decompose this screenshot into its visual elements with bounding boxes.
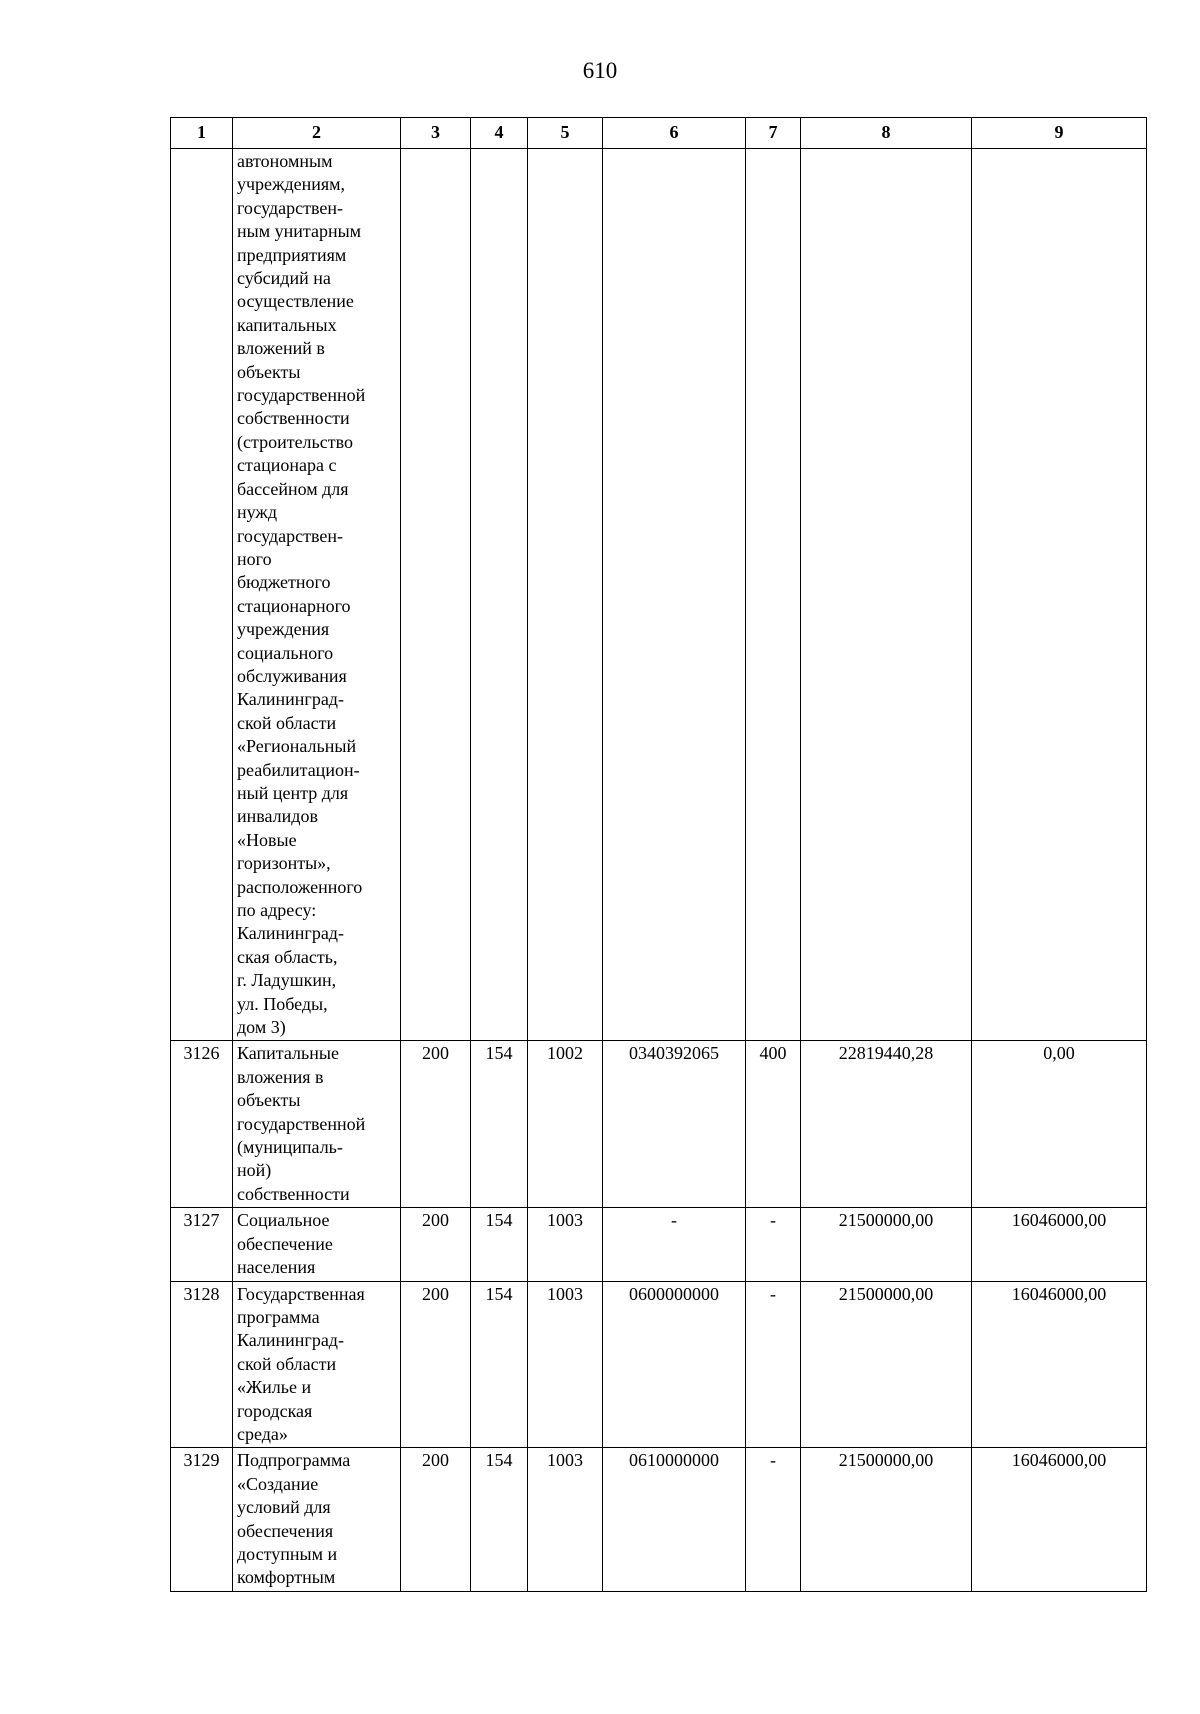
row-description	[233, 1041, 401, 1208]
description-line: ным унитарным	[237, 221, 362, 242]
col-header-2: 2	[233, 118, 401, 149]
description-line: Капитальные	[237, 1043, 339, 1064]
description-line: ской области	[237, 1353, 337, 1374]
description-line: дом 3)	[237, 1017, 286, 1038]
description-line: вложений в	[237, 338, 325, 359]
description-line: Государственная	[237, 1283, 365, 1304]
description-line: бассейном для	[237, 478, 349, 499]
col-4-value: 154	[471, 1208, 528, 1281]
description-line: реабилитацион-	[237, 759, 360, 780]
col-3-value: 200	[401, 1281, 471, 1448]
description-line: нужд	[237, 502, 277, 523]
description-line: государствен-	[237, 197, 344, 218]
col-7-value: -	[746, 1208, 801, 1281]
row-description	[233, 1281, 401, 1448]
col-6-value: 0610000000	[603, 1448, 746, 1591]
col-4-value: 154	[471, 1281, 528, 1448]
col-7-value: 400	[746, 1041, 801, 1208]
row-description	[233, 1208, 401, 1281]
description-line: (муниципаль-	[237, 1137, 343, 1158]
description-line: автономным	[237, 151, 333, 171]
row-number: 3126	[171, 1041, 233, 1208]
col-4-value: 154	[471, 1041, 528, 1208]
description-line: «Создание	[237, 1473, 319, 1494]
table-row	[171, 1041, 1147, 1208]
description-line: осуществление	[237, 291, 354, 312]
row-number	[171, 149, 233, 1041]
col-header-1: 1	[171, 118, 233, 149]
col-5-value	[528, 149, 603, 1041]
row-number: 3127	[171, 1208, 233, 1281]
budget-table	[170, 117, 1147, 1592]
col-8-amount: 21500000,00	[801, 1208, 972, 1281]
col-9-amount: 16046000,00	[972, 1448, 1147, 1591]
description-line: государственной	[237, 385, 366, 406]
description-line: субсидий на	[237, 268, 331, 289]
description-line: обеспечение	[237, 1233, 333, 1254]
description-line: горизонты»,	[237, 853, 331, 874]
col-9-amount: 16046000,00	[972, 1281, 1147, 1448]
description-line: ного	[237, 548, 272, 569]
col-5-value: 1003	[528, 1208, 603, 1281]
description-line: ный центр для	[237, 782, 349, 803]
description-line: Подпрограмма	[237, 1450, 351, 1471]
description-line: (строительство	[237, 431, 353, 452]
col-3-value: 200	[401, 1448, 471, 1591]
col-6-value: 0600000000	[603, 1281, 746, 1448]
row-number: 3128	[171, 1281, 233, 1448]
description-line: программа	[237, 1306, 320, 1327]
description-line: государственной	[237, 1113, 366, 1134]
table-row	[171, 1281, 1147, 1448]
col-6-value	[603, 149, 746, 1041]
description-line: ул. Победы,	[237, 993, 328, 1014]
description-line: населения	[237, 1257, 316, 1278]
col-header-7: 7	[746, 118, 801, 149]
description-line: предприятиям	[237, 244, 347, 265]
col-header-4: 4	[471, 118, 528, 149]
col-3-value: 200	[401, 1041, 471, 1208]
table-row	[171, 1448, 1147, 1591]
description-line: учреждениям,	[237, 174, 346, 195]
description-line: обеспечения	[237, 1520, 334, 1541]
col-8-amount: 21500000,00	[801, 1448, 972, 1591]
col-7-value: -	[746, 1448, 801, 1591]
col-3-value: 200	[401, 1208, 471, 1281]
col-header-3: 3	[401, 118, 471, 149]
col-5-value: 1003	[528, 1281, 603, 1448]
description-line: собственности	[237, 1183, 350, 1204]
description-line: вложения в	[237, 1066, 324, 1087]
description-line: государствен-	[237, 525, 344, 546]
description-line: Калининград-	[237, 689, 344, 710]
col-header-5: 5	[528, 118, 603, 149]
col-header-8: 8	[801, 118, 972, 149]
description-line: условий для	[237, 1497, 331, 1518]
col-9-amount	[972, 149, 1147, 1041]
col-5-value: 1002	[528, 1041, 603, 1208]
table-row	[171, 1208, 1147, 1281]
description-line: г. Ладушкин,	[237, 970, 337, 991]
description-line: ной)	[237, 1160, 272, 1181]
description-line: собственности	[237, 408, 350, 429]
description-line: «Новые	[237, 829, 297, 850]
description-line: стационарного	[237, 595, 351, 616]
col-8-amount: 21500000,00	[801, 1281, 972, 1448]
table-row	[171, 149, 1147, 1041]
description-line: среда»	[237, 1423, 288, 1444]
description-line: «Региональный	[237, 736, 357, 757]
col-8-amount	[801, 149, 972, 1041]
col-header-6: 6	[603, 118, 746, 149]
description-line: объекты	[237, 1090, 301, 1111]
description-line: объекты	[237, 361, 301, 382]
col-7-value	[746, 149, 801, 1041]
description-line: обслуживания	[237, 665, 347, 686]
row-description	[233, 149, 401, 1041]
description-line: капитальных	[237, 314, 337, 335]
col-5-value: 1003	[528, 1448, 603, 1591]
description-line: инвалидов	[237, 806, 318, 827]
description-line: комфортным	[237, 1567, 336, 1588]
description-line: городская	[237, 1400, 313, 1421]
col-4-value	[471, 149, 528, 1041]
row-description	[233, 1448, 401, 1591]
description-line: «Жилье и	[237, 1377, 312, 1398]
col-9-amount: 0,00	[972, 1041, 1147, 1208]
description-line: по адресу:	[237, 900, 317, 920]
col-4-value: 154	[471, 1448, 528, 1591]
col-7-value: -	[746, 1281, 801, 1448]
row-number: 3129	[171, 1448, 233, 1591]
description-line: Калининград-	[237, 923, 344, 944]
description-line: ской области	[237, 712, 337, 733]
col-header-9: 9	[972, 118, 1147, 149]
description-line: социального	[237, 642, 334, 663]
description-line: стационара с	[237, 455, 337, 476]
col-9-amount: 16046000,00	[972, 1208, 1147, 1281]
col-8-amount: 22819440,28	[801, 1041, 972, 1208]
description-line: учреждения	[237, 619, 330, 640]
description-line: бюджетного	[237, 572, 331, 593]
description-line: Калининград-	[237, 1330, 344, 1351]
col-6-value: -	[603, 1208, 746, 1281]
description-line: расположенного	[237, 876, 363, 897]
page-number: 610	[582, 58, 618, 83]
header-row	[171, 118, 1147, 149]
description-line: Социальное	[237, 1210, 330, 1231]
description-line: ская область,	[237, 946, 338, 967]
description-line: доступным и	[237, 1543, 338, 1564]
col-3-value	[401, 149, 471, 1041]
col-6-value: 0340392065	[603, 1041, 746, 1208]
